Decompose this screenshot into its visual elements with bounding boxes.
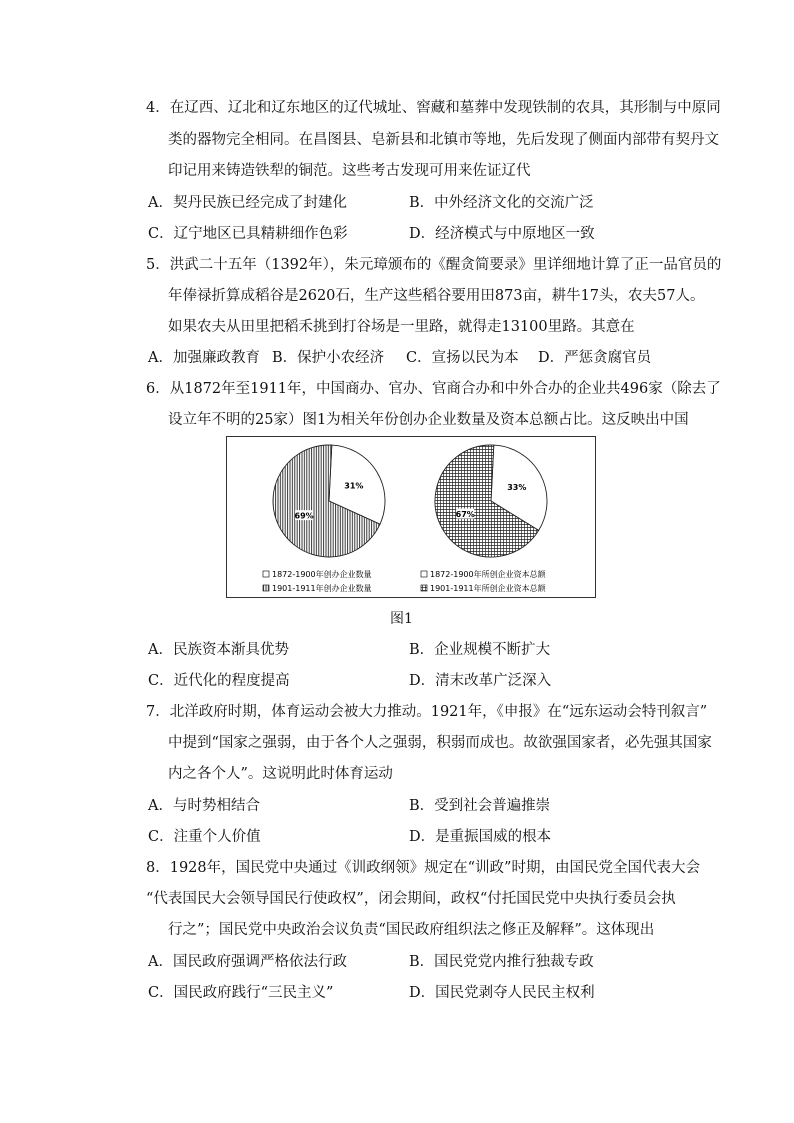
q5-line-2: 年俸禄折算成稻谷是2620石，生产这些稻谷要用田873亩，耕牛17头，农夫57人。 — [168, 288, 705, 304]
pie-enterprise-count — [273, 445, 385, 557]
q4-line-2: 类的器物完全相同。在昌图县、皂新县和北镇市等地，先后发现了侧面内部带有契丹文 — [168, 132, 719, 148]
legend-swatch-b — [421, 571, 427, 577]
q8-option-c: C．国民政府践行“三民主义” — [148, 985, 334, 1001]
q5-option-a: A．加强廉政教育 — [148, 350, 260, 366]
q7-line-3: 内之各个人”。这说明此时体育运动 — [168, 766, 393, 782]
q4-line-3: 印记用来铸造铁犁的铜范。这些考古发现可用来佐证辽代 — [168, 163, 531, 179]
pie-label-33pct: 33% — [507, 482, 527, 492]
pie-label-31pct: 31% — [344, 481, 364, 491]
q5-option-c: C．宣扬以民为本 — [406, 350, 519, 366]
legend-swatch-a — [263, 571, 269, 577]
legend-label-a: 1872-1900年创办企业数量 — [272, 570, 372, 579]
q5-line-1: 5．洪武二十五年（1392年），朱元璋颁布的《醒贪简要录》里详细地计算了正一品官员的 — [146, 257, 722, 273]
q6-option-a: A．民族资本渐具优势 — [148, 642, 289, 658]
q5-option-d: D．严惩贪腐官员 — [538, 350, 652, 366]
pie-capital-total — [435, 445, 547, 557]
q8-line-3: 行之”；国民党中央政治会议负责“国民政府组织法之修正及解释”。这体现出 — [168, 922, 655, 938]
legend-label-d: 1901-1911年所创企业资本总额 — [430, 584, 546, 593]
q6-option-c: C．近代化的程度提高 — [148, 673, 290, 689]
q8-line-2: “代表国民大会领导国民行使政权”，闭会期间，政权“付托国民党中央执行委员会执 — [146, 891, 676, 907]
legend-label-c: 1901-1911年创办企业数量 — [272, 584, 372, 593]
q4-option-a: A．契丹民族已经完成了封建化 — [148, 195, 347, 211]
q4-option-b: B．中外经济文化的交流广泛 — [409, 195, 594, 211]
q4-option-c: C．辽宁地区已具精耕细作色彩 — [148, 226, 348, 242]
q7-option-b: B．受到社会普遍推崇 — [409, 798, 551, 814]
q5-line-3: 如果农夫从田里把稻禾挑到打谷场是一里路，就得走13100里路。其意在 — [168, 319, 635, 335]
legend-swatch-d — [421, 585, 427, 591]
q8-option-a: A．国民政府强调严格依法行政 — [148, 954, 347, 970]
legend-label-b: 1872-1900年所创企业资本总额 — [430, 570, 546, 579]
q7-line-1: 7．北洋政府时期，体育运动会被大力推动。1921年，《申报》在“远东运动会特刊叙言” — [146, 704, 708, 720]
figure-caption: 图1 — [390, 611, 413, 627]
pie-chart-figure — [226, 436, 596, 598]
pie-charts-svg — [227, 437, 595, 597]
q8-option-b: B．国民党党内推行独裁专政 — [409, 954, 594, 970]
q6-option-d: D．清末改革广泛深入 — [409, 673, 552, 689]
q6-option-b: B．企业规模不断扩大 — [409, 642, 551, 658]
pie-label-69pct: 69% — [294, 511, 314, 521]
q5-option-b: B．保护小农经济 — [272, 350, 385, 366]
q4-option-d: D．经济模式与中原地区一致 — [409, 226, 595, 242]
legend-swatch-c — [263, 585, 269, 591]
q7-option-c: C．注重个人价值 — [148, 829, 261, 845]
q7-option-d: D．是重振国威的根本 — [409, 829, 552, 845]
q6-line-2: 设立年不明的25家）图1为相关年份创办企业数量及资本总额占比。这反映出中国 — [168, 412, 689, 428]
pie-label-67pct: 67% — [455, 510, 475, 520]
q8-option-d: D．国民党剥夺人民民主权利 — [409, 985, 595, 1001]
q8-line-1: 8．1928年，国民党中央通过《训政纲领》规定在“训政”时期，由国民党全国代表大会 — [146, 860, 700, 876]
q7-line-2: 中提到“国家之强弱，由于各个人之强弱，积弱而成也。故欲强国家者，必先强其国家 — [168, 735, 712, 751]
q6-line-1: 6．从1872年至1911年，中国商办、官办、官商合办和中外合办的企业共496家（除去了 — [146, 381, 721, 397]
q7-option-a: A．与时势相结合 — [148, 798, 260, 814]
q4-line-1: 4．在辽西、辽北和辽东地区的辽代城址、窖藏和墓葬中发现铁制的农具，其形制与中原同 — [146, 100, 721, 116]
